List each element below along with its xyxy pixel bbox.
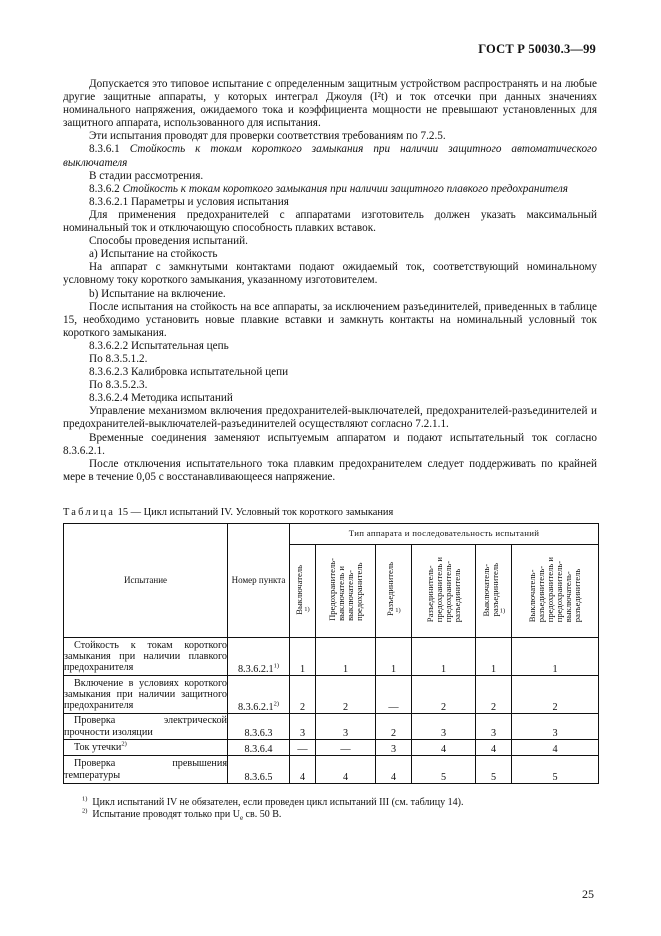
footnote-text: Цикл испытаний IV не обязателен, если проведен цикл испытаний III (см. таблицу 14).	[92, 797, 464, 808]
device-label: Предохранитель- выключатель и выключатель- предохранитель	[326, 557, 364, 621]
column-header-test: Испытание	[64, 524, 228, 638]
sequence-cell: 3	[290, 714, 316, 740]
table-row	[64, 676, 599, 714]
sequence-cell: 2	[316, 676, 376, 714]
test-name-cell	[64, 740, 228, 756]
clause-footnote-mark: 1)	[273, 662, 280, 670]
sequence-cell: 4	[412, 740, 476, 756]
test-name: Проверка превышения температуры	[64, 758, 227, 781]
clause-cell	[228, 714, 290, 740]
test-name-cell	[64, 756, 228, 784]
sequence-cell: 2	[476, 676, 512, 714]
sequence-cell: —	[316, 740, 376, 756]
section-number: 8.3.6.1	[89, 143, 120, 156]
sequence-cell: —	[376, 676, 412, 714]
device-label: Разъединитель- предохранитель и предохранитель- разъединитель	[424, 556, 462, 622]
sequence-cell: 2	[290, 676, 316, 714]
sequence-cell: 4	[290, 756, 316, 784]
paragraph: Для применения предохранителей с аппаратами изготовитель должен указать максимальный номинальный ток и отключающую способность плавких вставок.	[63, 208, 597, 235]
section-number: 8.3.6.2	[89, 182, 120, 195]
section-heading	[63, 183, 597, 196]
sequence-cell: 3	[316, 714, 376, 740]
sequence-cell: 1	[476, 638, 512, 676]
paragraph: После отключения испытательного тока плавким предохранителем следует поддерживать по крайней мере в течение 0,05 с восстанавливающееся напряжение.	[63, 457, 597, 483]
sequence-cell: 4	[476, 740, 512, 756]
sequence-cell: 5	[412, 756, 476, 784]
column-header-device	[412, 545, 476, 638]
sequence-cell: 2	[412, 676, 476, 714]
test-name-cell	[64, 638, 228, 676]
body-text	[63, 78, 597, 484]
section-title: Стойкость к токам короткого замыкания при наличии защитного плавкого предохранителя	[122, 182, 568, 195]
paragraph: По 8.3.5.1.2.	[89, 352, 148, 365]
table-caption	[63, 507, 393, 518]
sequence-cell: 1	[412, 638, 476, 676]
table-row	[64, 740, 599, 756]
table-caption-label: Таблица	[63, 507, 116, 518]
subsection-heading: 8.3.6.2.3 Калибровка испытательной цепи	[89, 366, 289, 379]
sequence-cell: 1	[316, 638, 376, 676]
clause-cell	[228, 676, 290, 714]
document-header: ГОСТ Р 50030.3—99	[478, 42, 596, 56]
footnotes	[82, 797, 463, 824]
test-name: Стойкость к токам короткого замыкания при наличии плавкого предохранителя	[64, 639, 227, 674]
clause-cell	[228, 740, 290, 756]
sequence-cell: 3	[412, 714, 476, 740]
table-row	[64, 638, 599, 676]
column-group-header: Тип аппарата и последовательность испытаний	[290, 524, 599, 545]
clause-number: 8.3.6.2.1	[237, 663, 274, 675]
paragraph: Управление механизмом включения предохранителей-выключателей, предохранителей-разъединителей и предохранителей-выключателей-разъединителей осуществляют согласно 7.2.1.1.	[63, 405, 597, 431]
test-name: Включение в условиях короткого замыкания при наличии защитного предохранителя	[64, 677, 227, 712]
device-label: Разъединитель	[385, 562, 396, 617]
table-row	[64, 714, 599, 740]
subsection-heading: 8.3.6.2.2 Испытательная цепь	[89, 339, 229, 352]
column-header-clause: Номер пункта	[228, 524, 290, 638]
table-row	[64, 756, 599, 784]
list-item: b) Испытание на включение.	[89, 287, 226, 300]
sequence-cell: 5	[476, 756, 512, 784]
sequence-cell: 4	[512, 740, 599, 756]
column-header-device	[512, 545, 599, 638]
section-heading	[63, 143, 597, 169]
device-label: Выключатель	[294, 564, 305, 615]
sequence-cell: 4	[316, 756, 376, 784]
test-name: Ток утечки	[74, 741, 122, 753]
footnote	[82, 809, 463, 824]
footnote-mark: 1)	[82, 795, 88, 803]
sequence-cell: 2	[512, 676, 599, 714]
list-item: a) Испытание на стойкость	[89, 248, 218, 261]
subsection-heading: 8.3.6.2.1 Параметры и условия испытания	[89, 195, 289, 208]
test-footnote-mark: 2)	[121, 740, 127, 748]
paragraph: На аппарат с замкнутыми контактами подают ожидаемый ток, соответствующий номинальному условному току короткого замыкания, указанному изготовителем.	[63, 261, 597, 287]
subsection-heading: 8.3.6.2.4 Методика испытаний	[89, 392, 233, 405]
sequence-cell: 1	[376, 638, 412, 676]
test-name: Проверка электрической прочности изоляции	[64, 715, 227, 738]
page-number: 25	[582, 887, 594, 901]
clause-number: 8.3.6.4	[244, 743, 273, 755]
sequence-cell: 4	[376, 756, 412, 784]
paragraph: По 8.3.5.2.3.	[89, 379, 148, 392]
device-label: Выключатель- разъединитель	[480, 562, 500, 617]
paragraph: Временные соединения заменяют испытуемым аппаратом и подают испытательный ток согласно 8.3.6.2.1.	[63, 431, 597, 457]
sequence-cell: 3	[476, 714, 512, 740]
sequence-cell: —	[290, 740, 316, 756]
column-header-device	[376, 545, 412, 638]
clause-number: 8.3.6.2.1	[237, 701, 274, 713]
paragraph: Эти испытания проводят для проверки соответствия требованиям по 7.2.5.	[89, 130, 446, 143]
clause-cell	[228, 638, 290, 676]
device-footnote-mark: 1)	[395, 607, 401, 615]
clause-footnote-mark: 2)	[273, 700, 280, 708]
sequence-cell: 3	[376, 740, 412, 756]
device-label: Выключатель- разъединитель- предохранитель и предохранитель- выключатель- разъединитель	[527, 556, 583, 622]
clause-cell	[228, 756, 290, 784]
device-footnote-mark: 1)	[304, 605, 310, 613]
footnote-mark: 2)	[82, 807, 88, 815]
column-header-device	[316, 545, 376, 638]
column-header-device	[476, 545, 512, 638]
paragraph: В стадии рассмотрения.	[89, 169, 204, 182]
sequence-cell: 2	[376, 714, 412, 740]
sequence-cell: 1	[290, 638, 316, 676]
clause-number: 8.3.6.5	[244, 771, 273, 783]
test-name-cell	[64, 714, 228, 740]
column-header-device	[290, 545, 316, 638]
footnote-text: Испытание проводят только при U	[92, 809, 240, 820]
sequence-cell: 5	[512, 756, 599, 784]
clause-number: 8.3.6.3	[244, 727, 273, 739]
sequence-cell: 3	[512, 714, 599, 740]
paragraph: Способы проведения испытаний.	[89, 235, 248, 248]
test-name-cell	[64, 676, 228, 714]
sequence-cell: 1	[512, 638, 599, 676]
paragraph: Допускается это типовое испытание с определенным защитным устройством распространять и на любые другие защитные аппараты, у которых интеграл Джоуля (I²t) и ток отсечки при данных значениях номинального напряжения, ожидаемого тока и коэффициента мощности не превышают установленных для защитного аппарата, использованного для испытания.	[63, 78, 597, 130]
paragraph: После испытания на стойкость на все аппараты, за исключением разъединителей, приведенных в таблице 15, необходимо установить новые плавкие вставки и замкнуть контакты на номинальный условный ток короткого замыкания.	[63, 300, 597, 339]
test-cycle-table	[63, 523, 599, 784]
table-caption-text: 15 — Цикл испытаний IV. Условный ток короткого замыкания	[117, 507, 394, 518]
section-title: Стойкость к токам короткого замыкания при наличии защитного автоматического выключателя	[63, 143, 598, 169]
footnote-text-tail: св. 50 В.	[243, 809, 282, 820]
footnote-subscript: е	[239, 814, 244, 822]
footnote	[82, 797, 463, 809]
device-footnote-mark: 1)	[499, 607, 506, 615]
